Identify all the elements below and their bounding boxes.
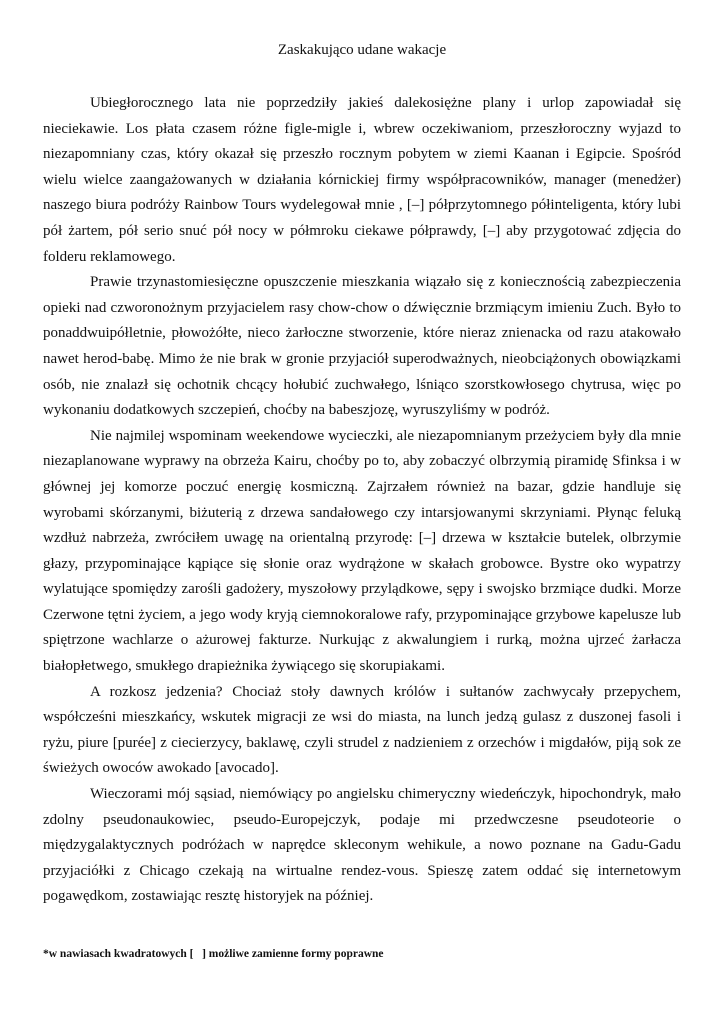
paragraph-2: Prawie trzynastomiesięczne opuszczenie mieszkania wiązało się z koniecznością zabezpieczenia opieki nad czworonożnym przyjacielem rasy chow-chow o dźwięcznie brzmiącym imieniu Zuch. Było to ponaddwuipółletnie, płowożółte, nieco żarłoczne stworzenie, które nieraz znienacka od razu atakowało nawet herod-babę. Mimo że nie brak w gronie przyjaciół superodważnych, nieobciążonych obowiązkami osób, nie znalazł się ochotnik chcący hołubić zuchwałego, lśniąco szorstkowłosego chytrusa, więc po wykonaniu dodatkowych szczepień, choćby na babeszjozę, wyruszyliśmy w podróż. <box>43 274 681 419</box>
document-body <box>43 91 681 910</box>
paragraph-5: Wieczorami mój sąsiad, niemówiący po angielsku chimeryczny wiedeńczyk, hipochondryk, mało zdolny pseudonaukowiec, pseudo-Europejczyk, podaje mi przedwczesne pseudoteorie o międzygalaktycznych podróżach w naprędce skleconym wehikule, a nowo poznane na Gadu-Gadu przyjaciółki z Chicago czekają na wirtualne rendez-vous. Spieszę zatem oddać się internetowym pogawędkom, zostawiając resztę historyjek na później. <box>43 786 681 905</box>
paragraph-4: A rozkosz jedzenia? Chociaż stoły dawnych królów i sułtanów zachwycały przepychem, współcześni mieszkańcy, wskutek migracji ze wsi do miasta, na lunch jedzą gulasz z duszonej fasoli i ryżu, piure [purée] z ciecierzycy, baklawę, czyli strudel z nadzieniem z orzechów i migdałów, piją sok ze świeżych owoców awokado [avocado]. <box>43 683 681 777</box>
document-title: Zaskakująco udane wakacje <box>277 42 447 58</box>
paragraph-1: Ubiegłorocznego lata nie poprzedziły jakieś dalekosiężne plany i urlop zapowiadał się nieciekawie. Los płata czasem różne figle-migle i, wbrew oczekiwaniom, przeszłoroczny wyjazd to niezapomniany czas, który okazał się przeszło rocznym pobytem w ziemi Kaanan i Egipcie. Spośród wielu wielce zaangażowanych w działania kórnickiej firmy współpracowników, manager (menedżer) naszego biura podróży Rainbow Tours wydelegował mnie , [–] półprzytomnego półinteligenta, który lubi pół żartem, pół serio snuć pół nocy w półmroku ciekawe półprawdy, [–] aby przygotować zdjęcia do folderu reklamowego. <box>43 95 681 265</box>
paragraph-3: Nie najmilej wspominam weekendowe wycieczki, ale niezapomnianym przeżyciem były dla mnie niezaplanowane wyprawy na obrzeża Kairu, choćby po to, aby zobaczyć olbrzymią piramidę Sfinksa i w głównej jej komorze poczuć energię kosmiczną. Zajrzałem również na bazar, gdzie handluje się wyrobami skórzanymi, biżuterią z drzewa sandałowego czy intarsjowanymi skrzyniami. Płynąc feluką wzdłuż nabrzeża, zwróciłem uwagę na orientalną przyrodę: [–] drzewa w kształcie butelek, olbrzymie głazy, przypominające kąpiące się słonie oraz wydrążone w skałach grobowce. Bystre oko wypatrzy wylatujące spomiędzy zarośli gadożery, myszołowy przylądkowe, sępy i swojsko brzmiące dudki. Morze Czerwone tętni życiem, a jego wody kryją ciemnokoralowe rafy, przypominające grzybowe kapelusze lub spiętrzone wachlarze o ażurowej fakturze. Nurkując z akwalungiem i rurką, można ujrzeć żarłacza białopłetwego, smukłego drapieżnika żywiącego się skorupiakami. <box>43 427 681 675</box>
footnote: *w nawiasach kwadratowych [ ] możliwe zamienne formy poprawne <box>43 948 384 960</box>
